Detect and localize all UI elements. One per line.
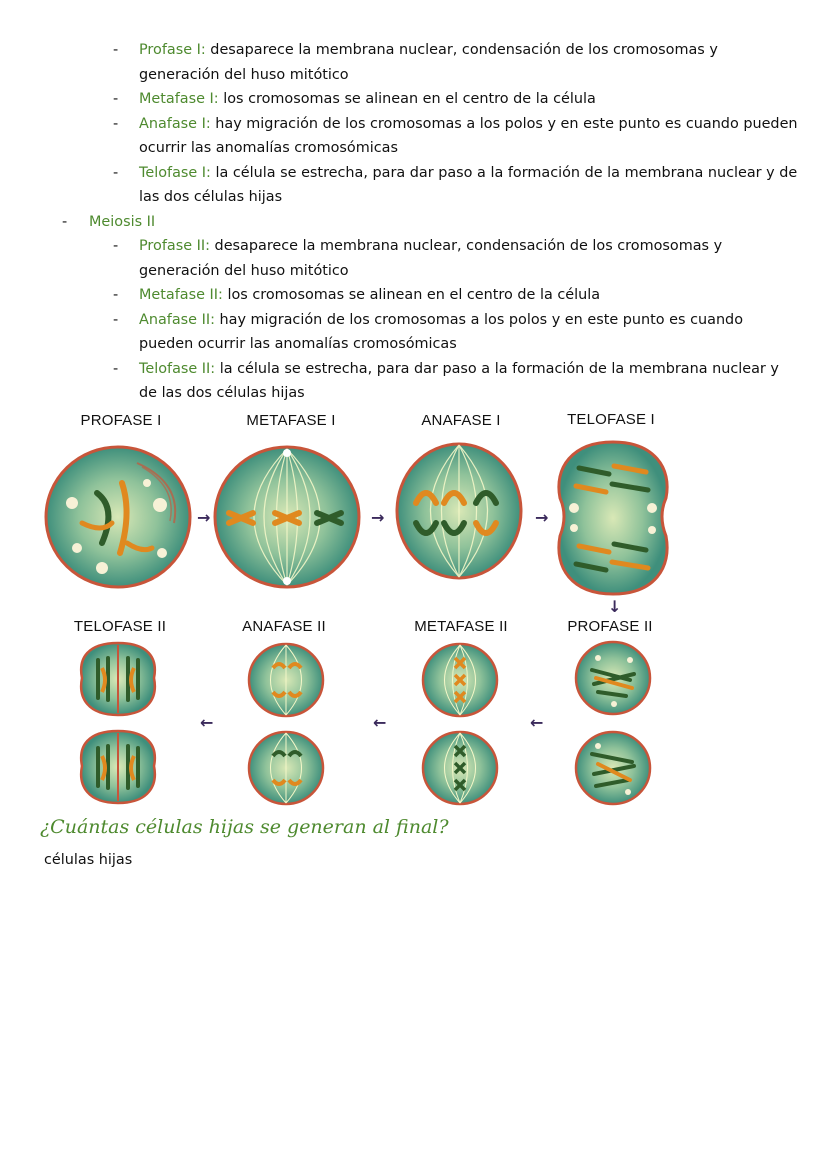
label-telofase-2: TELOFASE II: [73, 618, 167, 635]
arrow-right-icon: →: [535, 508, 549, 527]
metafase-1-cell: [211, 443, 363, 591]
telofase-2-cell-a: [78, 640, 158, 718]
list-item: - Anafase I: hay migración de los cromosomas a los polos y en este punto es cuando pueden ocurrir las anomalías cromosómicas: [113, 115, 798, 156]
arrow-right-icon: →: [371, 508, 385, 527]
label-metafase-1: METAFASE I: [246, 412, 336, 429]
metafase-2-cell-b: [421, 730, 499, 806]
anafase-2-cell-a: [247, 642, 325, 718]
list-item: - Telofase I: la célula se estrecha, para dar paso a la formación de la membrana nuclear y de las dos células hijas: [113, 164, 798, 205]
label-anafase-1: ANAFASE I: [421, 412, 501, 429]
metafase-2-cell-a: [421, 642, 499, 718]
profase-2-cell-b: [574, 730, 652, 806]
arrow-right-icon: →: [197, 508, 211, 527]
label-profase-1: PROFASE I: [80, 412, 162, 429]
label-telofase-1: TELOFASE I: [567, 411, 655, 428]
anafase-1-cell: [394, 441, 524, 581]
answer-text[interactable]: células hijas: [44, 852, 133, 868]
list-item: - Profase II: desaparece la membrana nuclear, condensación de los cromosomas y generación del huso mitótico: [113, 238, 723, 279]
arrow-left-icon: ←: [373, 713, 387, 732]
label-profase-2: PROFASE II: [567, 618, 653, 635]
list-item: - Metafase I: los cromosomas se alinean en el centro de la célula: [113, 91, 596, 107]
list-item: - Telofase II: la célula se estrecha, para dar paso a la formación de la membrana nuclear y de las dos células hijas: [113, 360, 779, 401]
telofase-1-cell: [554, 438, 672, 598]
arrow-left-icon: ←: [530, 713, 544, 732]
label-anafase-2: ANAFASE II: [242, 618, 326, 635]
arrow-down-icon: ↓: [608, 597, 622, 616]
meiosis2-heading: - Meiosis II: [62, 213, 156, 230]
profase-1-cell: [42, 443, 194, 591]
label-metafase-2: METAFASE II: [414, 618, 508, 635]
telofase-2-cell-b: [78, 728, 158, 806]
list-item: - Anafase II: hay migración de los cromosomas a los polos y en este punto es cuando pueden ocurrir las anomalías cromosómicas: [113, 311, 743, 352]
arrow-left-icon: ←: [200, 713, 214, 732]
meiosis-text: [0, 38, 828, 406]
list-item: - Profase I: desaparece la membrana nuclear, condensación de los cromosomas y generación del huso mitótico: [113, 42, 718, 83]
anafase-2-cell-b: [247, 730, 325, 806]
profase-2-cell-a: [574, 640, 652, 716]
question: ¿Cuántas células hijas se generan al final?: [40, 816, 449, 838]
list-item: - Metafase II: los cromosomas se alinean en el centro de la célula: [113, 287, 601, 303]
